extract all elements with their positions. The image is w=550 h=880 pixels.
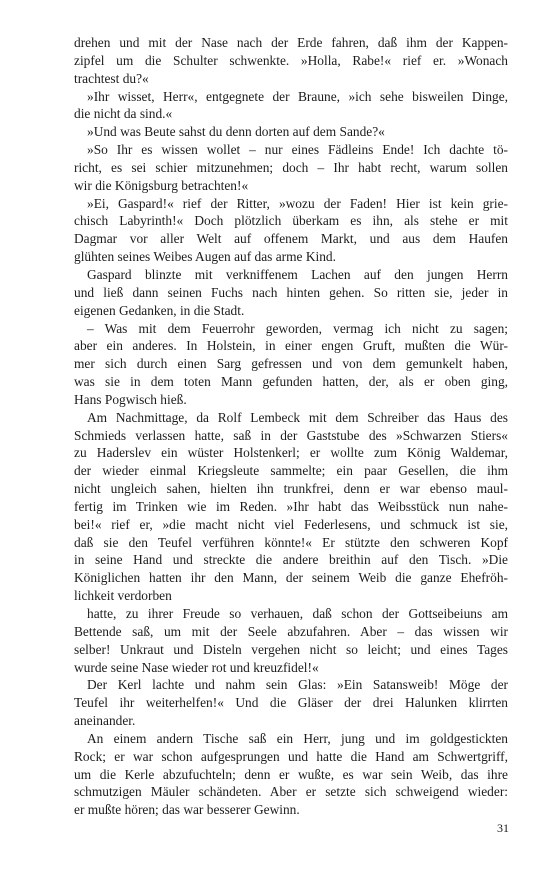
text-line: selber! Unkraut und Disteln vergehen nicht so leicht; und eines Tages [74, 641, 508, 657]
text-line: richt, es sei schier mitzunehmen; doch – Ihr habt recht, warum sollen [74, 159, 508, 175]
page-number: 31 [497, 821, 509, 835]
text-line: daß sie den Teufel verführen könnte!« Er stützte den schweren Kopf [74, 534, 508, 550]
text-line: Bettende saß, um mit der Seele abzufahren. Aber – das wissen wir [74, 623, 508, 639]
text-line: »So Ihr es wissen wollet – nur eines Fädleins Ende! Ich dachte tö- [87, 142, 508, 158]
text-line: Der Kerl lachte und nahm sein Glas: »Ein Satansweib! Möge der [87, 677, 508, 693]
text-line: er mußte hören; das war besserer Gewinn. [74, 802, 300, 818]
text-line: zipfel um die Schulter schwenkte. »Holla, Rabe!« rief er. »Wonach [74, 52, 508, 68]
book-page-text [74, 34, 508, 819]
text-line: schmutzigen Mäuler schändeten. Aber er setzte sich schweigend wieder: [74, 784, 508, 800]
text-line: was sie in dem toten Mann gefunden hatten, der, als er oben ging, [74, 374, 508, 390]
text-line: »Ei, Gaspard!« rief der Ritter, »wozu der Faden! Hier ist kein grie- [87, 195, 508, 211]
text-line: nicht ungleich sahen, hielten ihn trunkfrei, denn er war ebenso maul- [74, 481, 508, 497]
text-line: drehen und mit der Nase nach der Erde fahren, daß ihm der Kappen- [74, 35, 508, 50]
text-line: aber ein anderes. In Holstein, in einer engen Gruft, mußten die Wür- [74, 338, 508, 354]
text-line: Schmieds verlassen hatte, saß in der Gaststube des »Schwarzen Stiers« [74, 427, 508, 443]
text-line: der wieder einmal Kriegsleute sammelte; ein paar Gesellen, die ihm [74, 463, 508, 479]
text-line: An einem andern Tische saß ein Herr, jung und im goldgestickten [87, 730, 508, 746]
text-line: hatte, zu ihrer Freude so verhauen, daß schon der Gottseibeiuns am [87, 606, 508, 621]
text-line: chisch Labyrinth!« Doch plötzlich überkam es ihn, als stehe er mit [74, 213, 508, 229]
text-line: die nicht da sind.« [74, 106, 173, 122]
text-line: zu Haderslev ein wüster Holstenkerl; er wollte zum König Waldemar, [74, 445, 508, 461]
text-line: Hans Pogwisch hieß. [74, 391, 187, 407]
text-line: eigenen Gedanken, in die Stadt. [74, 302, 245, 318]
text-line: Teufel ihr weiterhelfen!« Und die Gläser der drei Halunken klirrten [74, 695, 508, 711]
text-line: bei!« rief er, »die macht nicht viel Federlesens, und schmuck ist sie, [74, 516, 508, 532]
text-line: Rock; er war schon aufgesprungen und hatte die Hand am Schwertgriff, [74, 748, 508, 764]
text-line: und ließ dann seinen Fuchs nach hinten gehen. So ritten sie, jeder in [74, 284, 508, 300]
text-line: in seine Hand und streckte die andere breithin auf den Tisch. »Die [74, 552, 508, 568]
text-line: glühten seines Weibes Augen auf das arme Kind. [74, 249, 336, 265]
text-line: Am Nachmittage, da Rolf Lembeck mit dem Schreiber das Haus des [87, 409, 508, 425]
text-line: lichkeit verdorben [74, 588, 172, 604]
text-line: – Was mit dem Feuerrohr geworden, vermag ich nicht zu sagen; [87, 320, 508, 336]
text-line: um die Kerle abzufuchteln; denn er wußte, es war sein Weib, das ihre [74, 766, 508, 782]
text-line: Königlichen hatten ihr den Mann, der seinem Weib die ganze Ehefröh- [74, 570, 508, 586]
text-line: fertig im Trinken wie im Reden. »Ihr habt das Weibsstück nun nahe- [74, 498, 508, 514]
text-line: Dagmar vor aller Welt auf offenem Markt, und aus dem Haufen [74, 231, 508, 247]
text-line: wir die Königsburg betrachten!« [74, 177, 249, 193]
text-line: aneinander. [74, 713, 136, 729]
text-line: »Ihr wisset, Herr«, entgegnete der Braune, »ich sehe bisweilen Dinge, [87, 88, 508, 104]
text-line: wurde seine Nase wieder rot und kreuzfidel!« [74, 659, 319, 675]
text-line: Gaspard blinzte mit verkniffenem Lachen auf den jungen Herrn [87, 266, 508, 282]
text-line: trachtest du?« [74, 70, 149, 86]
text-line: »Und was Beute sahst du denn dorten auf dem Sande?« [87, 124, 385, 140]
text-line: mer sich durch einen Sarg gefressen und von dem gemunkelt haben, [74, 356, 508, 372]
